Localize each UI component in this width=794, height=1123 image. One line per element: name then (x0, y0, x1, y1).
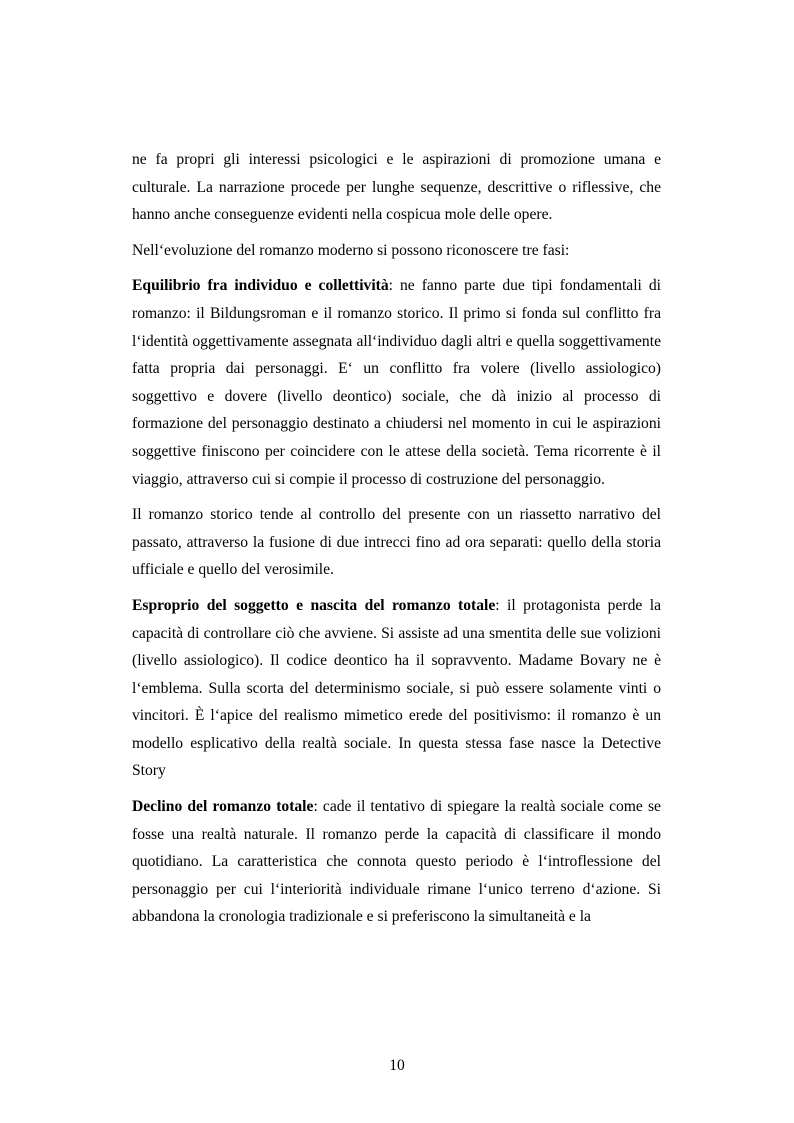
phase-3-text: : cade il tentativo di spiegare la realtà sociale come se fosse una realtà naturale. Il romanzo perde la capacità di classificare il mondo quotidiano. La caratteristica che connota questo periodo è l‘introflessione del personaggio per cui l‘interiorità individuale rimane l‘unico terreno d‘azione. Si abbandona la cronologia tradizionale e si preferiscono la simultaneità e la (132, 798, 661, 926)
paragraph-intro-continuation: ne fa propri gli interessi psicologici e le aspirazioni di promozione umana e culturale. La narrazione procede per lunghe sequenze, descrittive o riflessive, che hanno anche conseguenze evidenti nella cospicua mole delle opere. (132, 151, 661, 224)
paragraph-historical-novel: Il romanzo storico tende al controllo del presente con un riassetto narrativo del passato, attraverso la fusione di due intrecci fino ad ora separati: quello della storia ufficiale e quello del verosimile. (132, 506, 661, 579)
page-number: 10 (389, 1057, 405, 1074)
phase-2-heading: Esproprio del soggetto e nascita del romanzo totale (132, 596, 496, 614)
phase-2-text: : il protagonista perde la capacità di controllare ciò che avviene. Si assiste ad una smentita delle sue volizioni (livello assiologico). Il codice deontico ha il sopravvento. Madame Bovary ne è l‘emblema. Sulla scorta del determinismo sociale, si può essere solamente vinti o vincitori. È l‘apice del realismo mimetico erede del positivismo: il romanzo è un modello esplicativo della realtà sociale. In questa stessa fase nasce la Detective Story (132, 596, 661, 780)
phase-1-heading: Equilibrio fra individuo e collettività (132, 277, 389, 295)
phase-3-heading: Declino del romanzo totale (132, 798, 314, 816)
paragraph-phase-1 (132, 272, 661, 493)
paragraph-phase-2 (132, 592, 661, 785)
page-body (132, 146, 661, 939)
paragraph-phase-3 (132, 793, 661, 931)
paragraph-three-phases: Nell‘evoluzione del romanzo moderno si possono riconoscere tre fasi: (132, 241, 570, 259)
phase-1-text: : ne fanno parte due tipi fondamentali di romanzo: il Bildungsroman e il romanzo storico. Il primo si fonda sul conflitto fra l‘identità oggettivamente assegnata all‘individuo dagli altri e quella soggettivamente fatta propria dai personaggi. E‘ un conflitto fra volere (livello assiologico) soggettivo e dovere (livello deontico) sociale, che dà inizio al processo di formazione del personaggio destinato a chiudersi nel momento in cui le aspirazioni soggettive finiscono per coincidere con le attese della società. Tema ricorrente è il viaggio, attraverso cui si compie il processo di costruzione del personaggio. (132, 277, 661, 488)
